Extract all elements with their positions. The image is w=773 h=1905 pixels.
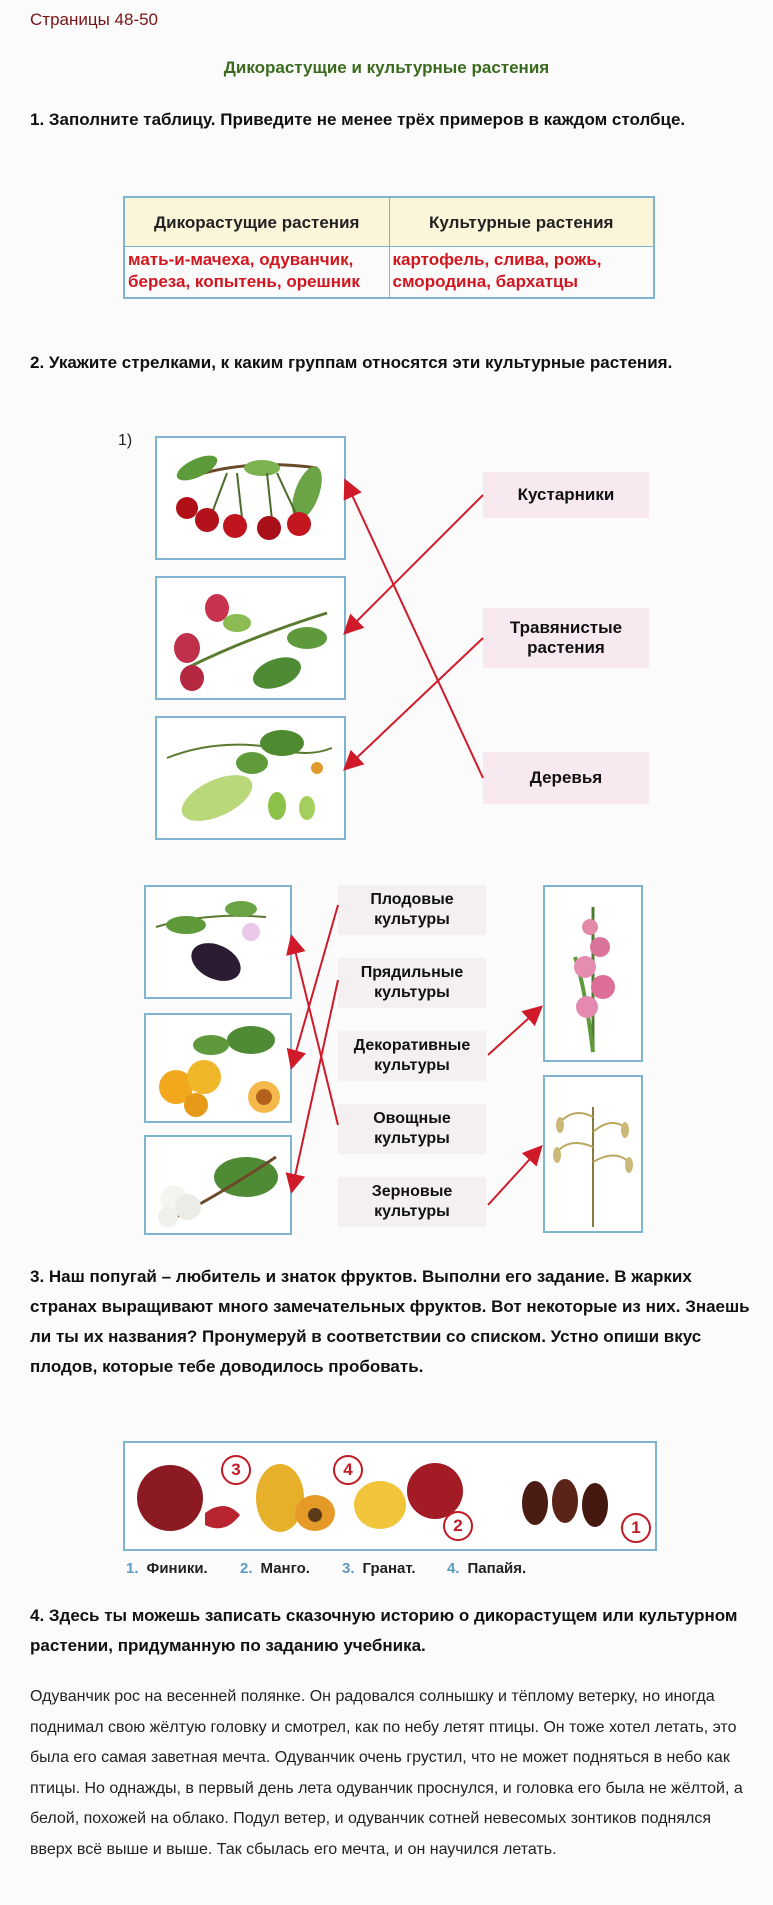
group-vegetable-crops: Овощные культуры [338, 1104, 486, 1154]
page-title: Дикорастущие и культурные растения [223, 58, 550, 77]
fruit-legend-1 [126, 1560, 208, 1577]
arrow-fruit-apricot [292, 905, 338, 1066]
oat-picture [543, 1075, 643, 1233]
task-1-text: 1. Заполните таблицу. Приведите не менее трёх примеров в каждом столбце. [30, 110, 686, 129]
story-text: Одуванчик рос на весенней полянке. Он радовался солнышку и тёплому ветерку, но иногда поднимал свою жёлтую головку и смотрел, как по небу летят птицы. Он тоже хотел летать, это была его самая заветная мечта. Одуванчик очень грустил, что не может подняться в небо как птицы. Но однажды, в первый день лета одуванчик проснулся, и головка его была не жёлтой, а белой, похожей на облако. Подул ветер, и одуванчик сотней невесомых зонтиков поднялся вверх всё выше и выше. Так сбылась его мечта, и он научился летать. [30, 1688, 743, 1858]
badge-papaya: 4 [333, 1455, 363, 1485]
arrow-fiber-cotton [292, 980, 338, 1190]
table-answer-cultivated: картофель, слива, рожь, смородина, бархатцы [389, 247, 654, 299]
group-fiber-crops: Прядильные культуры [338, 958, 486, 1008]
group-trees: Деревья [483, 752, 649, 804]
fruit-legend-3 [342, 1560, 416, 1577]
part-label: 1) [118, 432, 133, 449]
badge-mango: 2 [443, 1511, 473, 1541]
gladiolus-icon [545, 887, 641, 1060]
table-header-cultivated: Культурные растения [389, 197, 654, 247]
cherry-picture [155, 436, 346, 560]
task-3-text: 3. Наш попугай – любитель и знаток фруктов. Выполни его задание. В жарких странах выращивают много замечательных фруктов. Вот некоторые из них. Знаешь ли ты их названия? Пронумеруй в соответствии со списком. Устно опиши вкус плодов, которые тебе доводилось пробовать. [30, 1267, 750, 1376]
eggplant-picture [144, 885, 292, 999]
legend-name-1: Финики. [146, 1560, 208, 1577]
group-grain-crops: Зерновые культуры [338, 1177, 486, 1227]
zucchini-icon [157, 718, 344, 838]
group-fruit-crops: Плодовые культуры [338, 885, 486, 935]
apricot-icon [146, 1015, 290, 1121]
apricot-picture [144, 1013, 292, 1123]
legend-num-2: 2. [240, 1560, 253, 1577]
badge-pomegranate: 3 [221, 1455, 251, 1485]
raspberry-icon [157, 578, 344, 698]
fruit-legend-4 [447, 1560, 526, 1577]
page-range: Страницы 48-50 [30, 10, 159, 29]
cotton-icon [146, 1137, 290, 1233]
legend-name-3: Гранат. [362, 1560, 416, 1577]
cotton-picture [144, 1135, 292, 1235]
task-2-text: 2. Укажите стрелками, к каким группам относятся эти культурные растения. [30, 353, 673, 372]
oat-icon [545, 1077, 641, 1231]
arrow-shrubs-raspberry [346, 495, 483, 632]
table-answer-wild: мать-и-мачеха, одуванчик, береза, копытень, орешник [124, 247, 389, 299]
arrow-trees-cherry [346, 482, 483, 778]
legend-name-4: Папайя. [467, 1560, 527, 1577]
eggplant-icon [146, 887, 290, 997]
group-shrubs: Кустарники [483, 472, 649, 518]
fruits-picture [123, 1441, 657, 1551]
zucchini-picture [155, 716, 346, 840]
group-decorative-crops: Декоративные культуры [338, 1031, 486, 1081]
cherry-icon [157, 438, 344, 558]
raspberry-picture [155, 576, 346, 700]
plants-table [123, 196, 655, 299]
arrow-decorative-gladiolus [488, 1008, 540, 1055]
fruits-icon [125, 1443, 655, 1549]
legend-num-4: 4. [447, 1560, 460, 1577]
task-4-text: 4. Здесь ты можешь записать сказочную историю о дикорастущем или культурном растении, придуманную по заданию учебника. [30, 1606, 738, 1655]
legend-name-2: Манго. [260, 1560, 310, 1577]
legend-num-3: 3. [342, 1560, 355, 1577]
table-header-wild: Дикорастущие растения [124, 197, 389, 247]
arrow-vegetable-eggplant [292, 938, 338, 1125]
arrow-grain-oat [488, 1148, 540, 1205]
group-herbs: Травянистые растения [483, 608, 649, 668]
fruit-legend-2 [240, 1560, 310, 1577]
badge-dates: 1 [621, 1513, 651, 1543]
arrow-herbs-zucchini [346, 638, 483, 768]
gladiolus-picture [543, 885, 643, 1062]
legend-num-1: 1. [126, 1560, 139, 1577]
